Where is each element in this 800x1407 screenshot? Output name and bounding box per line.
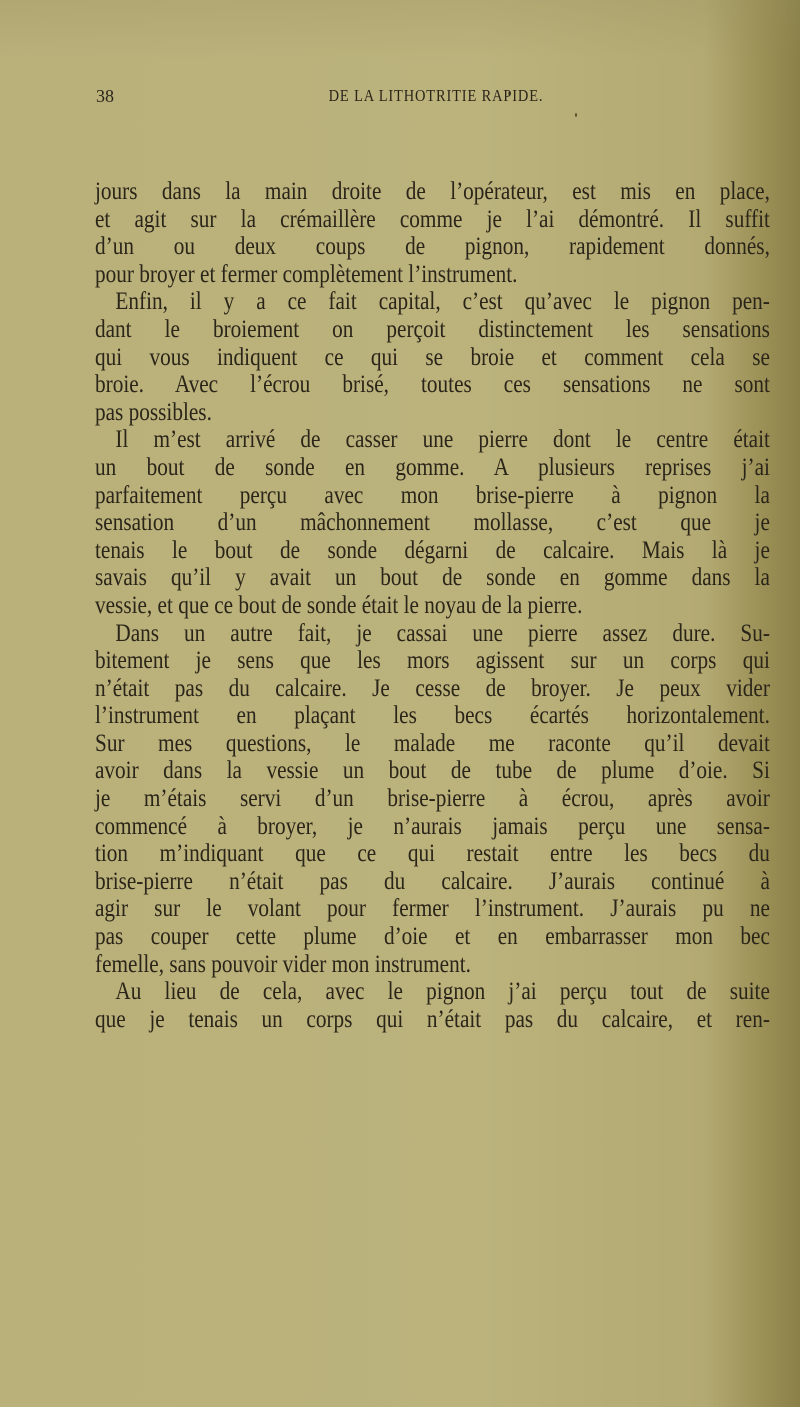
text-line: bitement je sens que les mors agissent sur un corps qui bbox=[95, 647, 770, 675]
text-line: brise-pierre n’était pas du calcaire. J’aurais continué à bbox=[95, 867, 770, 895]
text-line: Il m’est arrivé de casser une pierre dont le centre était bbox=[115, 426, 770, 454]
text-line: Enfin, il y a ce fait capital, c’est qu’avec le pignon pen- bbox=[115, 288, 770, 316]
text-line: pour broyer et fermer complètement l’instrument. bbox=[95, 260, 518, 288]
text-line: parfaitement perçu avec mon brise-pierre à pignon la bbox=[95, 481, 770, 509]
text-line: que je tenais un corps qui n’était pas du calcaire, et ren- bbox=[95, 1005, 770, 1033]
text-line: femelle, sans pouvoir vider mon instrument. bbox=[95, 950, 471, 978]
text-line: sensation d’un mâchonnement mollasse, c’est que je bbox=[95, 509, 770, 537]
text-line: jours dans la main droite de l’opérateur, est mis en place, bbox=[95, 178, 770, 205]
text-line: d’un ou deux coups de pignon, rapidement donnés, bbox=[95, 233, 770, 261]
page-shading bbox=[0, 0, 800, 60]
text-line: savais qu’il y avait un bout de sonde en gomme dans la bbox=[95, 564, 770, 592]
text-line: tenais le bout de sonde dégarni de calcaire. Mais là je bbox=[95, 536, 770, 564]
text-line: agir sur le volant pour fermer l’instrument. J’aurais pu ne bbox=[95, 895, 770, 923]
page-body-text bbox=[95, 178, 770, 1033]
text-line: et agit sur la crémaillère comme je l’ai démontré. Il suffit bbox=[95, 205, 770, 233]
page-header bbox=[96, 86, 776, 112]
text-line: Sur mes questions, le malade me raconte qu’il devait bbox=[95, 729, 770, 757]
text-line: pas possibles. bbox=[95, 398, 212, 426]
text-line: l’instrument en plaçant les becs écartés horizontalement. bbox=[95, 702, 770, 730]
paper-speck bbox=[575, 113, 577, 117]
text-line: broie. Avec l’écrou brisé, toutes ces sensations ne sont bbox=[95, 371, 770, 399]
text-line: qui vous indiquent ce qui se broie et comment cela se bbox=[95, 343, 770, 371]
text-line: n’était pas du calcaire. Je cesse de broyer. Je peux vider bbox=[95, 674, 770, 702]
text-line: tion m’indiquant que ce qui restait entre les becs du bbox=[95, 840, 770, 868]
text-line: commencé à broyer, je n’aurais jamais perçu une sensa- bbox=[95, 812, 770, 840]
text-line: vessie, et que ce bout de sonde était le noyau de la pierre. bbox=[95, 591, 583, 619]
text-line: Dans un autre fait, je cassai une pierre assez dure. Su- bbox=[115, 619, 770, 647]
text-line: pas couper cette plume d’oie et en embarrasser mon bec bbox=[95, 923, 770, 951]
running-title: DE LA LITHOTRITIE RAPIDE. bbox=[328, 86, 544, 105]
text-line: avoir dans la vessie un bout de tube de plume d’oie. Si bbox=[95, 757, 770, 785]
text-line: Au lieu de cela, avec le pignon j’ai perçu tout de suite bbox=[115, 978, 770, 1006]
text-line: dant le broiement on perçoit distinctement les sensations bbox=[95, 315, 770, 343]
page-number: 38 bbox=[96, 86, 114, 106]
text-line: un bout de sonde en gomme. A plusieurs reprises j’ai bbox=[95, 453, 770, 481]
text-line: je m’étais servi d’un brise-pierre à écrou, après avoir bbox=[95, 785, 770, 813]
